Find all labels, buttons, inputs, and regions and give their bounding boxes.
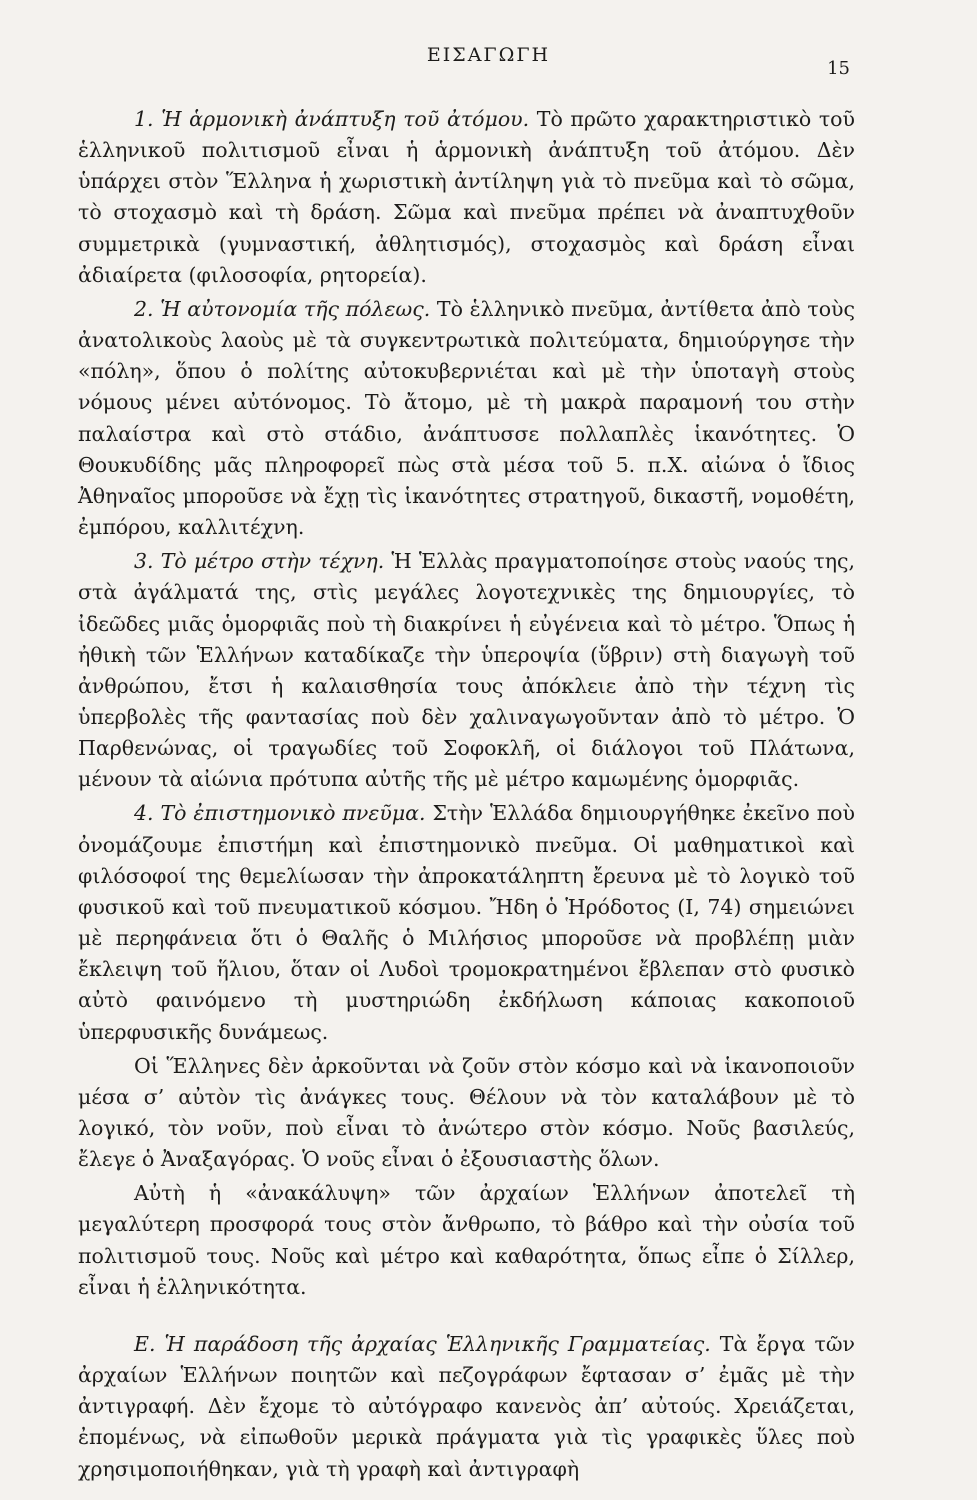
paragraph-text: Ἡ Ἑλλὰς πραγματοποίησε στοὺς ναούς της, στὰ ἀγάλματά της, στὶς μεγάλες λογοτεχνικὲς της δημιουργίες, τὸ ἰδεῶδες μιᾶς ὁμορφιᾶς ποὺ τὴ διακρίνει ἡ εὐγένεια καὶ τὸ μέτρο. Ὅπως ἡ ἠθικὴ τῶν Ἑλλήνων καταδίκαζε τὴν ὑπεροψία (ὕβριν) στὴ διαγωγὴ τοῦ ἀνθρώπου, ἔτσι ἡ καλαισθησία τους ἀπόκλειε ἀπὸ τὴν τέχνη τὶς ὑπερβολὲς τῆς φαντασίας ποὺ δὲν χαλιναγωγοῦνταν ἀπὸ τὸ μέτρο. Ὁ Παρθενώνας, οἱ τραγωδίες τοῦ Σοφοκλῆ, οἱ διάλογοι τοῦ Πλάτωνα, μένουν τὰ αἰώνια πρότυπα αὐτῆς τῆς μὲ μέτρο καμωμένης ὁμορφιᾶς. (78, 549, 855, 792)
paragraph-heading: 2. Ἡ αὐτονομία τῆς πόλεως. (134, 296, 431, 321)
paragraph-scientific-spirit (78, 798, 855, 1047)
paragraph-text: Τὰ ἔργα τῶν ἀρχαίων Ἑλλήνων ποιητῶν καὶ πεζογράφων ἔφτασαν σ’ ἐμᾶς μὲ τὴν ἀντιγραφή. Δὲν ἔχομε τὸ αὐτόγραφο κανενὸς ἀπ’ αὐτούς. Χρειάζεται, ἐπομένως, νὰ εἰπωθοῦν μερικὰ πράγματα γιὰ τὶς γραφικὲς ὕλες ποὺ χρησιμοποιήθηκαν, γιὰ τὴ γραφὴ καὶ ἀντιγραφὴ (78, 1331, 855, 1481)
page-number: 15 (827, 58, 850, 79)
paragraph-reason (78, 1051, 855, 1176)
paragraph-text: Τὸ πρῶτο χαρακτηριστικὸ τοῦ ἑλληνικοῦ πολιτισμοῦ εἶναι ἡ ἁρμονικὴ ἀνάπτυξη τοῦ ἀτόμου. Δὲν ὑπάρχει στὸν Ἕλληνα ἡ χωριστικὴ ἀντίληψη γιὰ τὸ πνεῦμα καὶ τὸ σῶμα, τὸ στοχασμὸ καὶ τὴ δράση. Σῶμα καὶ πνεῦμα πρέπει νὰ ἀναπτυχθοῦν συμμετρικὰ (γυμναστική, ἀθλητισμός), στοχασμὸς καὶ δράση εἶναι ἀδιαίρετα (φιλοσοφία, ρητορεία). (78, 107, 855, 287)
paragraph-text: Στὴν Ἑλλάδα δημιουργήθηκε ἐκεῖνο ποὺ ὀνομάζουμε ἐπιστήμη καὶ ἐπιστημονικὸ πνεῦμα. Οἱ μαθηματικοὶ καὶ φιλόσοφοί της θεμελίωσαν τὴν ἀπροκατάληπτη ἔρευνα μὲ τὸ λογικὸ τοῦ φυσικοῦ καὶ τοῦ πνευματικοῦ κόσμου. Ἤδη ὁ Ἡρόδοτος (Ι, 74) σημειώνει μὲ περηφάνεια ὅτι ὁ Θαλῆς ὁ Μιλήσιος μποροῦσε νὰ προβλέπῃ μιὰν ἔκλειψη τοῦ ἥλιου, ὅταν οἱ Λυδοὶ τρομοκρατημένοι ἔβλεπαν στὸ φυσικὸ αὐτὸ φαινόμενο τὴ μυστηριώδη ἐκδήλωση κάποιας κακοποιοῦ ὑπερφυσικῆς δυνάμεως. (78, 801, 855, 1044)
paragraph-city-autonomy (78, 294, 855, 543)
paragraph-heading: 3. Τὸ μέτρο στὴν τέχνη. (134, 549, 385, 574)
paragraph-tradition (78, 1329, 855, 1485)
paragraph-heading: 4. Τὸ ἐπιστημονικὸ πνεῦμα. (134, 801, 426, 826)
paragraph-harmonic-development (78, 104, 855, 291)
paragraph-text: Τὸ ἑλληνικὸ πνεῦμα, ἀντίθετα ἀπὸ τοὺς ἀνατολικοὺς λαοὺς μὲ τὰ συγκεντρωτικὰ πολιτεύματα, δημιούργησε τὴν «πόλη», ὅπου ὁ πολίτης αὐτοκυβερνιέται καὶ μὲ τὴν ὑποταγὴ στοὺς νόμους μένει αὐτόνομος. Τὸ ἄτομο, μὲ τὴ μακρὰ παραμονή του στὴν παλαίστρα καὶ στὸ στάδιο, ἀνάπτυσσε πολλαπλὲς ἱκανότητες. Ὁ Θουκυδίδης μᾶς πληροφορεῖ πὼς στὰ μέσα τοῦ 5. π.Χ. αἰώνα ὁ ἴδιος Ἀθηναῖος μποροῦσε νὰ ἔχῃ τὶς ἱκανότητες στρατηγοῦ, δικαστῆ, νομοθέτη, ἐμπόρου, καλλιτέχνη. (78, 296, 856, 540)
paragraph-text: Οἱ Ἕλληνες δὲν ἀρκοῦνται νὰ ζοῦν στὸν κόσμο καὶ νὰ ἱκανοποιοῦν μέσα σ’ αὐτὸν τὶς ἀνάγκες τους. Θέλουν νὰ τὸν καταλάβουν μὲ τὸ λογικό, τὸν νοῦν, ποὺ εἶναι τὸ ἀνώτερο στὸν κόσμο. Νοῦς βασιλεύς, ἔλεγε ὁ Ἀναξαγόρας. Ὁ νοῦς εἶναι ὁ ἐξουσιαστὴς ὅλων. (78, 1053, 855, 1172)
running-title: ΕΙΣΑΓΩΓΗ (426, 44, 551, 66)
body-text (78, 104, 855, 1488)
paragraph-discovery (78, 1178, 855, 1303)
paragraph-measure-in-art (78, 546, 855, 795)
paragraph-heading: 1. Ἡ ἁρμονικὴ ἀνάπτυξη τοῦ ἀτόμου. (134, 107, 530, 131)
paragraph-text: Αὐτὴ ἡ «ἀνακάλυψη» τῶν ἀρχαίων Ἑλλήνων ἀποτελεῖ τὴ μεγαλύτερη προσφορά τους στὸν ἄνθρωπο, τὸ βάθρο καὶ τὴν οὐσία τοῦ πολιτισμοῦ τους. Νοῦς καὶ μέτρο καὶ καθαρότητα, ὅπως εἶπε ὁ Σίλλερ, εἶναι ἡ ἑλληνικότητα. (78, 1181, 855, 1299)
section-heading: Ε. Ἡ παράδοση τῆς ἀρχαίας Ἑλληνικῆς Γραμματείας. (134, 1331, 711, 1356)
